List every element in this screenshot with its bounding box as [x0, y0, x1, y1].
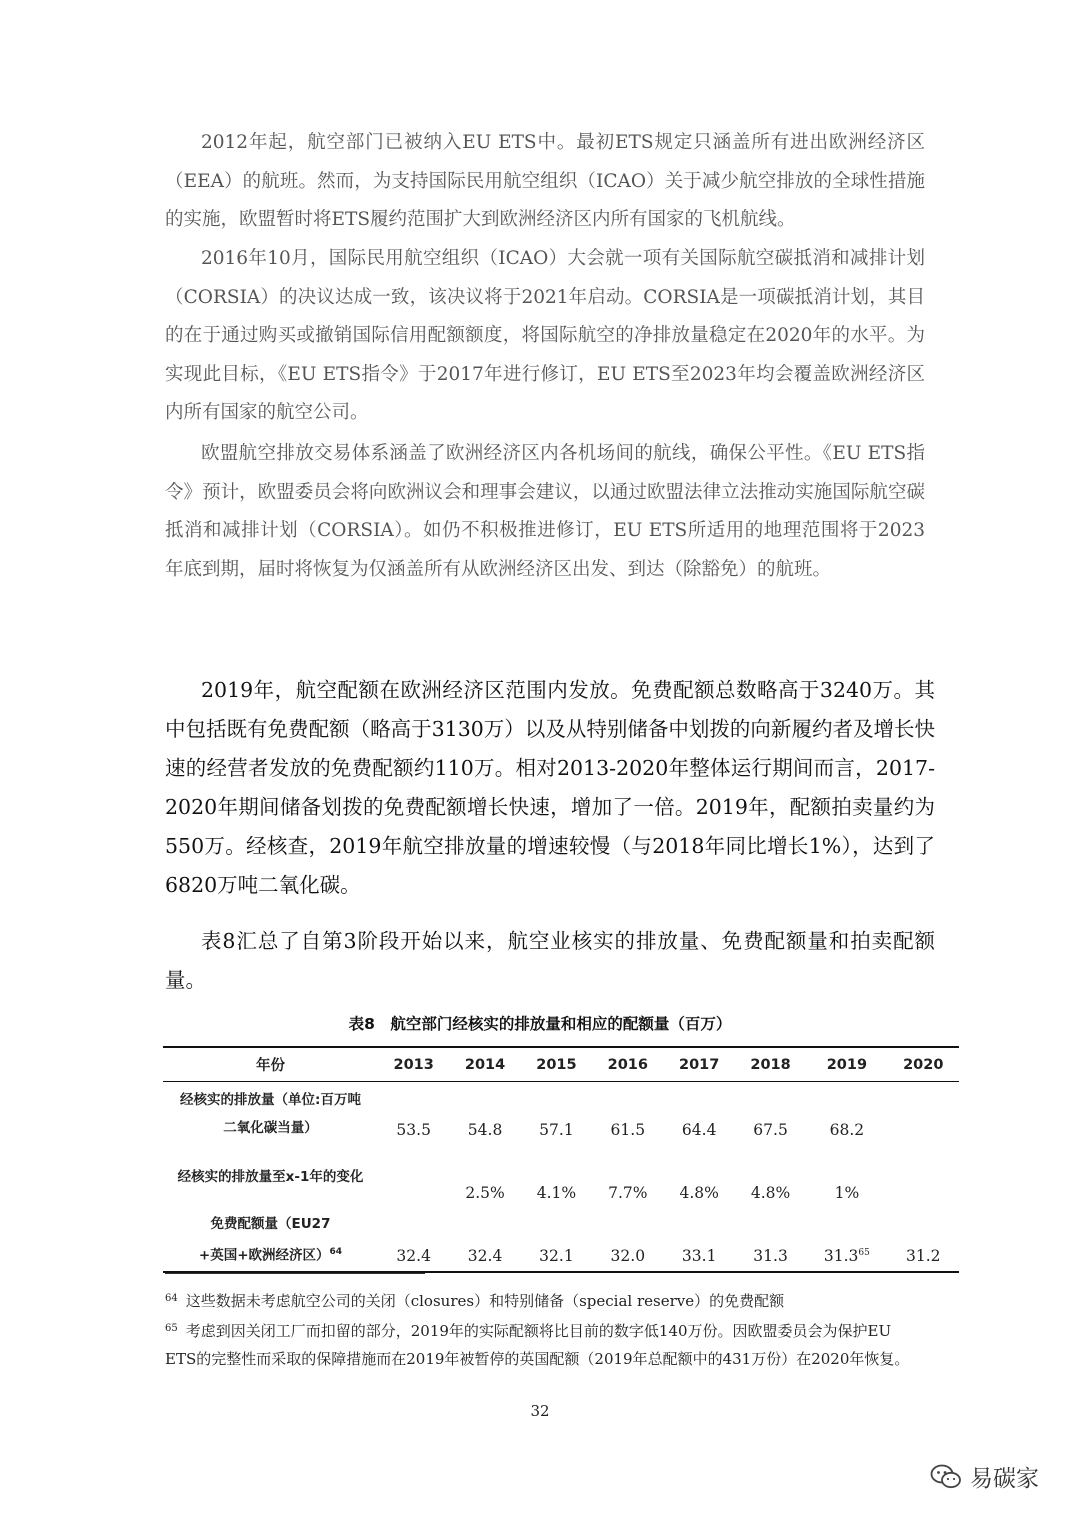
table-cell: 64.4 [681, 1121, 717, 1139]
row-label-text: +英国+欧洲经济区） [198, 1247, 330, 1264]
header-label: 年份 [163, 1047, 378, 1082]
paragraph-table-intro: 表8汇总了自第3阶段开始以来，航空业核实的排放量、免费配额量和拍卖配额量。 [165, 929, 935, 992]
footnote [165, 1315, 925, 1373]
table-cell: 53.5 [396, 1121, 431, 1139]
footnote-mark: 65 [165, 1323, 178, 1334]
table-cell: 32.1 [521, 1208, 592, 1272]
footnote-ref: 64 [329, 1246, 343, 1257]
table-row [163, 1208, 959, 1272]
row-label-emissions-change [163, 1145, 378, 1208]
year-header: 2013 [378, 1047, 449, 1082]
table-cell: 32.0 [592, 1208, 663, 1272]
footnote-divider [165, 1273, 425, 1274]
table-cell: 4.8% [750, 1184, 791, 1202]
table-cell: 32.4 [378, 1208, 449, 1272]
row-label-line: 免费配额量（EU27 [210, 1215, 331, 1232]
row-label-line: 经核实的排放量（单位:百万吨 [180, 1091, 361, 1108]
paragraph-2019-allocation: 2019年，航空配额在欧洲经济区范围内发放。免费配额总数略高于3240万。其中包括既有免费配额（略高于3130万）以及从特别储备中划拨的向新履约者及增长快速的经营者发放的免费配额约110万。相对2013-2020年整体运行期间而言，2017-2020年期间储备划拨的免费配额增长快速，增加了一倍。2019年，配额拍卖量约为550万。经核查，2019年航空排放量的增速较慢（与2018年同比增长1%），达到了6820万吨二氧化碳。 [165, 678, 935, 897]
wechat-icon [930, 1464, 962, 1490]
row-label-line: 经核实的排放量至x-1年的变化 [177, 1168, 364, 1185]
cell-value: 31.3 [823, 1247, 859, 1265]
row-label-verified-emissions [163, 1082, 378, 1146]
watermark-text: 易碳家 [970, 1466, 1039, 1492]
table-cell [806, 1208, 887, 1272]
row-label-free-allocation [163, 1208, 378, 1272]
row-label-line [163, 1238, 378, 1270]
table-row [163, 1145, 959, 1208]
table-cell: 61.5 [610, 1121, 646, 1139]
footnote-text: 考虑到因关闭工厂而扣留的部分，2019年的实际配额将比目前的数字低140万份。因欧盟委员会为保护EU ETS的完整性而采取的保障措施而在2019年被暂停的英国配额（2019年总配额中的431万份）在2020年恢复。 [165, 1322, 910, 1368]
year-header: 2020 [888, 1047, 959, 1082]
table-header-row [163, 1047, 959, 1082]
paragraph-corsia: 2016年10月，国际民用航空组织（ICAO）大会就一项有关国际航空碳抵消和减排计划（CORSIA）的决议达成一致，该决议将于2021年启动。CORSIA是一项碳抵消计划，其目的在于通过购买或撤销国际信用配额额度，将国际航空的净排放量稳定在2020年的水平。为实现此目标，《EU ETS指令》于2017年进行修订，EU ETS至2023年均会覆盖欧洲经济区内所有国家的航空公司。 [165, 248, 925, 423]
footnote-ref: 65 [858, 1247, 870, 1258]
year-header: 2015 [521, 1047, 592, 1082]
table-cell: 7.7% [608, 1184, 648, 1202]
table-row [163, 1082, 959, 1146]
table-cell [378, 1145, 449, 1208]
table-cell: 54.8 [467, 1121, 503, 1139]
table-cell [888, 1082, 959, 1146]
paragraph-aviation-inclusion: 2012年起，航空部门已被纳入EU ETS中。最初ETS规定只涵盖所有进出欧洲经济区（EEA）的航班。然而，为支持国际民用航空组织（ICAO）关于减少航空排放的全球性措施的实施，欧盟暂时将ETS履约范围扩大到欧洲经济区内所有国家的飞机航线。 [165, 132, 925, 230]
table-title: 表8 航空部门经核实的排放量和相应的配额量（百万） [348, 1015, 732, 1033]
table-cell: 33.1 [664, 1208, 735, 1272]
page-number: 32 [530, 1402, 550, 1420]
year-header: 2018 [735, 1047, 806, 1082]
table-cell: 2.5% [465, 1184, 505, 1202]
table-cell: 31.3 [735, 1208, 806, 1272]
table-cell: 4.8% [679, 1184, 719, 1202]
footnote-text: 这些数据未考虑航空公司的关闭（closures）和特别储备（special reserve）的免费配额 [185, 1292, 785, 1310]
table-cell [888, 1145, 959, 1208]
table-cell: 68.2 [829, 1121, 865, 1139]
paragraph-scope: 欧盟航空排放交易体系涵盖了欧洲经济区内各机场间的航线，确保公平性。《EU ETS指令》预计，欧盟委员会将向欧洲议会和理事会建议，以通过欧盟法律立法推动实施国际航空碳抵消和减排计划（CORSIA）。如仍不积极推进修订，EU ETS所适用的地理范围将于2023年底到期，届时将恢复为仅涵盖所有从欧洲经济区出发、到达（除豁免）的航班。 [165, 443, 925, 580]
row-label-line: 二氧化碳当量） [223, 1119, 318, 1136]
year-header: 2016 [592, 1047, 663, 1082]
table-cell: 1% [834, 1184, 860, 1202]
table-cell: 57.1 [539, 1121, 574, 1139]
year-header: 2019 [806, 1047, 887, 1082]
watermark [930, 1460, 1039, 1493]
year-header: 2014 [449, 1047, 520, 1082]
table-cell: 31.2 [888, 1208, 959, 1272]
table-cell: 4.1% [536, 1184, 577, 1202]
table-cell: 32.4 [449, 1208, 520, 1272]
footnote-mark: 64 [165, 1293, 178, 1304]
year-header: 2017 [664, 1047, 735, 1082]
aviation-emissions-table [163, 1046, 959, 1273]
footnote [165, 1285, 925, 1315]
table-cell: 67.5 [753, 1121, 788, 1139]
